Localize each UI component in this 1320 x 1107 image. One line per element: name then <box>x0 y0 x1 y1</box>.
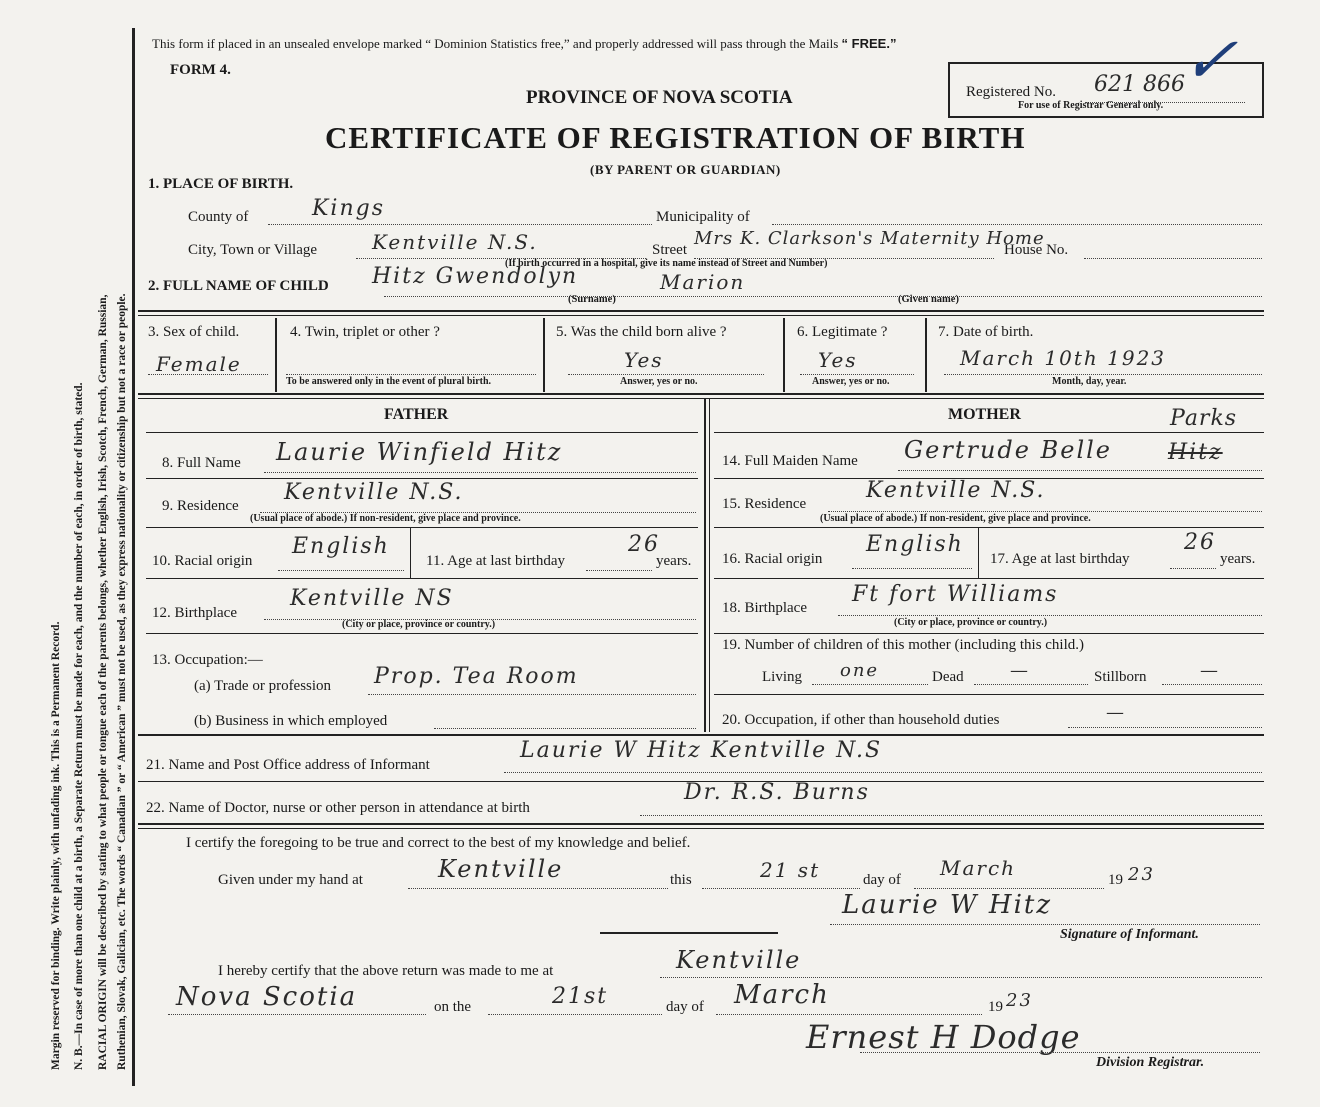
county-value: Kings <box>312 196 386 221</box>
sex-line <box>148 374 268 375</box>
twin-line <box>286 374 536 375</box>
registrar-signature-line <box>860 1052 1260 1053</box>
alive-note: Answer, yes or no. <box>620 376 698 387</box>
doctor-value: Dr. R.S. Burns <box>684 780 870 805</box>
given-name-caption: (Given name) <box>898 294 959 305</box>
surname-caption: (Surname) <box>568 294 616 305</box>
father-birthplace-label: 12. Birthplace <box>152 605 237 621</box>
mother-residence-value: Kentville N.S. <box>866 478 1046 503</box>
certify-month-line <box>914 888 1104 889</box>
city-value: Kentville N.S. <box>372 230 538 254</box>
mother-occupation-label: 20. Occupation, if other than household duties <box>722 712 1000 728</box>
county-line <box>268 224 652 225</box>
mother-birthplace-label: 18. Birthplace <box>722 600 807 616</box>
father-racial-divider <box>410 528 411 578</box>
col-divider-2 <box>543 318 545 392</box>
mother-name-line <box>898 470 1262 471</box>
certify-year-prefix: 19 <box>1108 872 1123 888</box>
certify-dayof-label: day of <box>863 872 901 888</box>
registered-label: Registered No. <box>966 84 1056 100</box>
certificate-subtitle: (BY PARENT OR GUARDIAN) <box>590 162 781 177</box>
registrar-month-value: March <box>734 980 830 1010</box>
margin-note-racial-origin-2: Ruthenian, Slovak, Galician, etc. The words “ Canadian ” or “ American ” must not be used, as they express nationality or citizenship but not a race or people. <box>116 293 128 1070</box>
father-business-line <box>434 728 696 729</box>
margin-note-binding: Margin reserved for binding. Write plainly, with unfading ink. This is a Permanent Record. <box>50 621 62 1070</box>
mother-age-years: years. <box>1220 551 1256 567</box>
living-label: Living <box>762 669 802 685</box>
mail-note-text: This form if placed in an unsealed envelope marked “ Dominion Statistics free,” and properly addressed will pass through the Mails <box>152 36 839 51</box>
twin-note: To be answered only in the event of plural birth. <box>286 376 492 387</box>
dead-line <box>974 684 1088 685</box>
parents-divider-right <box>709 399 710 732</box>
legitimate-label: 6. Legitimate ? <box>797 324 888 340</box>
dob-note: Month, day, year. <box>1052 376 1127 387</box>
house-label: House No. <box>1004 242 1069 258</box>
father-age-label: 11. Age at last birthday <box>426 553 565 569</box>
parents-divider-left <box>704 399 706 732</box>
given-place-value: Kentville <box>438 855 564 883</box>
father-trade-value: Prop. Tea Room <box>374 664 579 689</box>
registrar-year-value: 23 <box>1006 990 1033 1011</box>
mother-residence-note: (Usual place of abode.) If non-resident, give place and province. <box>820 513 1091 524</box>
mother-occupation-value: — <box>1106 702 1126 723</box>
father-residence-note: (Usual place of abode.) If non-resident, give place and province. <box>250 513 521 524</box>
father-name-label: 8. Full Name <box>162 455 241 471</box>
legitimate-value: Yes <box>818 348 858 372</box>
child-given-value: Marion <box>660 270 746 294</box>
registrar-dayof-label: day of <box>666 999 704 1015</box>
father-racial-line <box>278 570 404 571</box>
legitimate-line <box>800 374 914 375</box>
rule-parents-2 <box>138 398 1264 399</box>
twin-label: 4. Twin, triplet or other ? <box>290 324 440 340</box>
mother-heading: MOTHER <box>948 406 1021 423</box>
certify-month-value: March <box>940 856 1017 880</box>
father-heading: FATHER <box>384 406 449 423</box>
rule-top-1 <box>138 310 1264 312</box>
registrar-use-note: For use of Registrar General only. <box>1018 100 1164 111</box>
father-heading-rule <box>146 432 698 433</box>
stillborn-line <box>1162 684 1262 685</box>
mother-row2-rule <box>714 527 1264 528</box>
mother-birthplace-value: Ft fort Williams <box>852 582 1059 607</box>
father-birthplace-value: Kentville NS <box>290 586 454 611</box>
province-heading: PROVINCE OF NOVA SCOTIA <box>526 87 793 108</box>
registrar-caption: Division Registrar. <box>1096 1055 1205 1070</box>
col-divider-3 <box>783 318 785 392</box>
certify-day-line <box>702 888 860 889</box>
rule-parents-1 <box>138 393 1264 395</box>
alive-value: Yes <box>624 348 664 372</box>
father-occupation-label: 13. Occupation:— <box>152 652 263 668</box>
place-of-birth-heading: 1. PLACE OF BIRTH. <box>148 176 294 192</box>
mother-name-label: 14. Full Maiden Name <box>722 453 858 469</box>
informant-line <box>504 772 1262 773</box>
dead-value: — <box>1010 660 1030 681</box>
mother-racial-divider <box>978 528 979 578</box>
father-residence-label: 9. Residence <box>162 498 239 514</box>
stillborn-label: Stillborn <box>1094 669 1147 685</box>
alive-line <box>568 374 764 375</box>
mother-age-label: 17. Age at last birthday <box>990 551 1130 567</box>
rule-certify-1 <box>138 823 1264 825</box>
hospital-note: (If birth occurred in a hospital, give its name instead of Street and Number) <box>505 258 828 269</box>
father-business-label: (b) Business in which employed <box>194 713 388 729</box>
mother-occupation-line <box>1068 727 1262 728</box>
certificate-title: CERTIFICATE OF REGISTRATION OF BIRTH <box>325 120 1026 155</box>
margin-note-multiple-births: N. B.—In case of more than one child at a birth, a Separate Return must be made for each, and the number of each, in order of birth, stated. <box>73 382 85 1070</box>
form-number: FORM 4. <box>170 62 231 78</box>
mother-age-line <box>1170 568 1216 569</box>
alive-label: 5. Was the child born alive ? <box>556 324 727 340</box>
father-name-line <box>264 472 696 473</box>
doctor-line <box>640 815 1262 816</box>
father-name-value: Laurie Winfield Hitz <box>276 438 563 466</box>
given-label: Given under my hand at <box>218 872 363 888</box>
street-value: Mrs K. Clarkson's Maternity Home <box>694 228 1045 249</box>
sex-value: Female <box>156 352 242 376</box>
father-trade-label: (a) Trade or profession <box>194 678 332 694</box>
certify-statement: I certify the foregoing to be true and correct to the best of my knowledge and belief. <box>186 835 691 851</box>
mail-note-free: “ FREE.” <box>841 36 897 51</box>
registrar-month-line <box>716 1014 982 1015</box>
mother-row3-rule <box>714 578 1264 579</box>
mother-name-struck: Hitz <box>1168 440 1223 465</box>
informant-signature: Laurie W Hitz <box>842 890 1053 920</box>
legitimate-note: Answer, yes or no. <box>812 376 890 387</box>
this-label: this <box>670 872 692 888</box>
col-divider-4 <box>925 318 927 392</box>
certify-day-value: 21 st <box>760 858 821 882</box>
mother-maiden-extra: Parks <box>1170 406 1238 431</box>
dob-line <box>944 374 1262 375</box>
registrar-province-value: Nova Scotia <box>176 982 358 1012</box>
mother-birthplace-note: (City or place, province or country.) <box>894 617 1048 628</box>
father-birthplace-note: (City or place, province or country.) <box>342 619 496 630</box>
municipality-label: Municipality of <box>656 209 750 225</box>
house-line <box>1084 258 1262 259</box>
mother-name-value: Gertrude Belle <box>904 436 1113 464</box>
registrar-place-value: Kentville <box>676 946 802 974</box>
child-surname-value: Hitz Gwendolyn <box>372 264 579 289</box>
rule-parents-bottom <box>138 734 1264 736</box>
mother-age-value: 26 <box>1184 530 1216 555</box>
mother-racial-label: 16. Racial origin <box>722 551 823 567</box>
registrar-day-line <box>488 1014 662 1015</box>
rule-certify-2 <box>138 828 1264 829</box>
doctor-label: 22. Name of Doctor, nurse or other person in attendance at birth <box>146 800 530 816</box>
living-value: one <box>840 660 880 681</box>
registrar-year-prefix: 19 <box>988 999 1003 1015</box>
father-racial-value: English <box>292 534 390 559</box>
child-name-label: 2. FULL NAME OF CHILD <box>148 278 329 294</box>
father-row4-rule <box>146 633 698 634</box>
registrar-province-line <box>168 1014 426 1015</box>
father-residence-value: Kentville N.S. <box>284 480 464 505</box>
registrar-signature: Ernest H Dodge <box>806 1018 1081 1056</box>
mother-heading-rule <box>714 432 1264 433</box>
father-racial-label: 10. Racial origin <box>152 553 253 569</box>
father-row3-rule <box>146 578 698 579</box>
mother-racial-value: English <box>866 532 964 557</box>
margin-note-racial-origin-1: RACIAL ORIGIN will be described by stating to what people or tongue each of the parents belongs, whether English, Irish, Scotch, French, German, Russian, <box>97 294 109 1070</box>
informant-signature-line <box>830 924 1260 925</box>
informant-label: 21. Name and Post Office address of Informant <box>146 757 430 773</box>
father-trade-line <box>368 694 696 695</box>
check-mark: ✓ <box>1175 25 1255 96</box>
county-label: County of <box>188 209 249 225</box>
child-name-line <box>384 296 1262 297</box>
separator-short <box>600 932 778 934</box>
rule-top-2 <box>138 315 1264 316</box>
mother-residence-line <box>828 511 1262 512</box>
mother-row5-rule <box>714 694 1264 695</box>
living-line <box>812 684 928 685</box>
stillborn-value: — <box>1200 660 1220 681</box>
col-divider-1 <box>275 318 277 392</box>
mother-residence-label: 15. Residence <box>722 496 807 512</box>
dob-label: 7. Date of birth. <box>938 324 1034 340</box>
registrar-on-label: on the <box>434 999 472 1015</box>
mother-children-label: 19. Number of children of this mother (including this child.) <box>722 637 1085 653</box>
mother-birthplace-line <box>838 615 1262 616</box>
registrar-statement: I hereby certify that the above return was made to me at <box>218 963 554 979</box>
registrar-day-value: 21st <box>552 984 609 1009</box>
mother-racial-line <box>852 568 972 569</box>
city-label: City, Town or Village <box>188 242 318 258</box>
informant-signature-caption: Signature of Informant. <box>1060 927 1199 942</box>
mail-note <box>152 36 896 52</box>
registrar-place-line <box>660 977 1262 978</box>
sex-label: 3. Sex of child. <box>148 324 240 340</box>
margin-rule <box>132 28 135 1086</box>
certify-year-value: 23 <box>1128 864 1155 885</box>
municipality-line <box>772 224 1262 225</box>
street-label: Street <box>652 242 687 258</box>
dob-value: March 10th 1923 <box>960 346 1167 370</box>
given-place-line <box>408 888 668 889</box>
dead-label: Dead <box>932 669 964 685</box>
father-age-value: 26 <box>628 532 660 557</box>
informant-value: Laurie W Hitz Kentville N.S <box>520 738 883 763</box>
mother-row4-rule <box>714 633 1264 634</box>
father-row1-rule <box>146 478 698 479</box>
registered-number: 621 866 <box>1094 72 1185 97</box>
father-age-line <box>586 570 652 571</box>
father-age-years: years. <box>656 553 692 569</box>
father-row2-rule <box>146 527 698 528</box>
